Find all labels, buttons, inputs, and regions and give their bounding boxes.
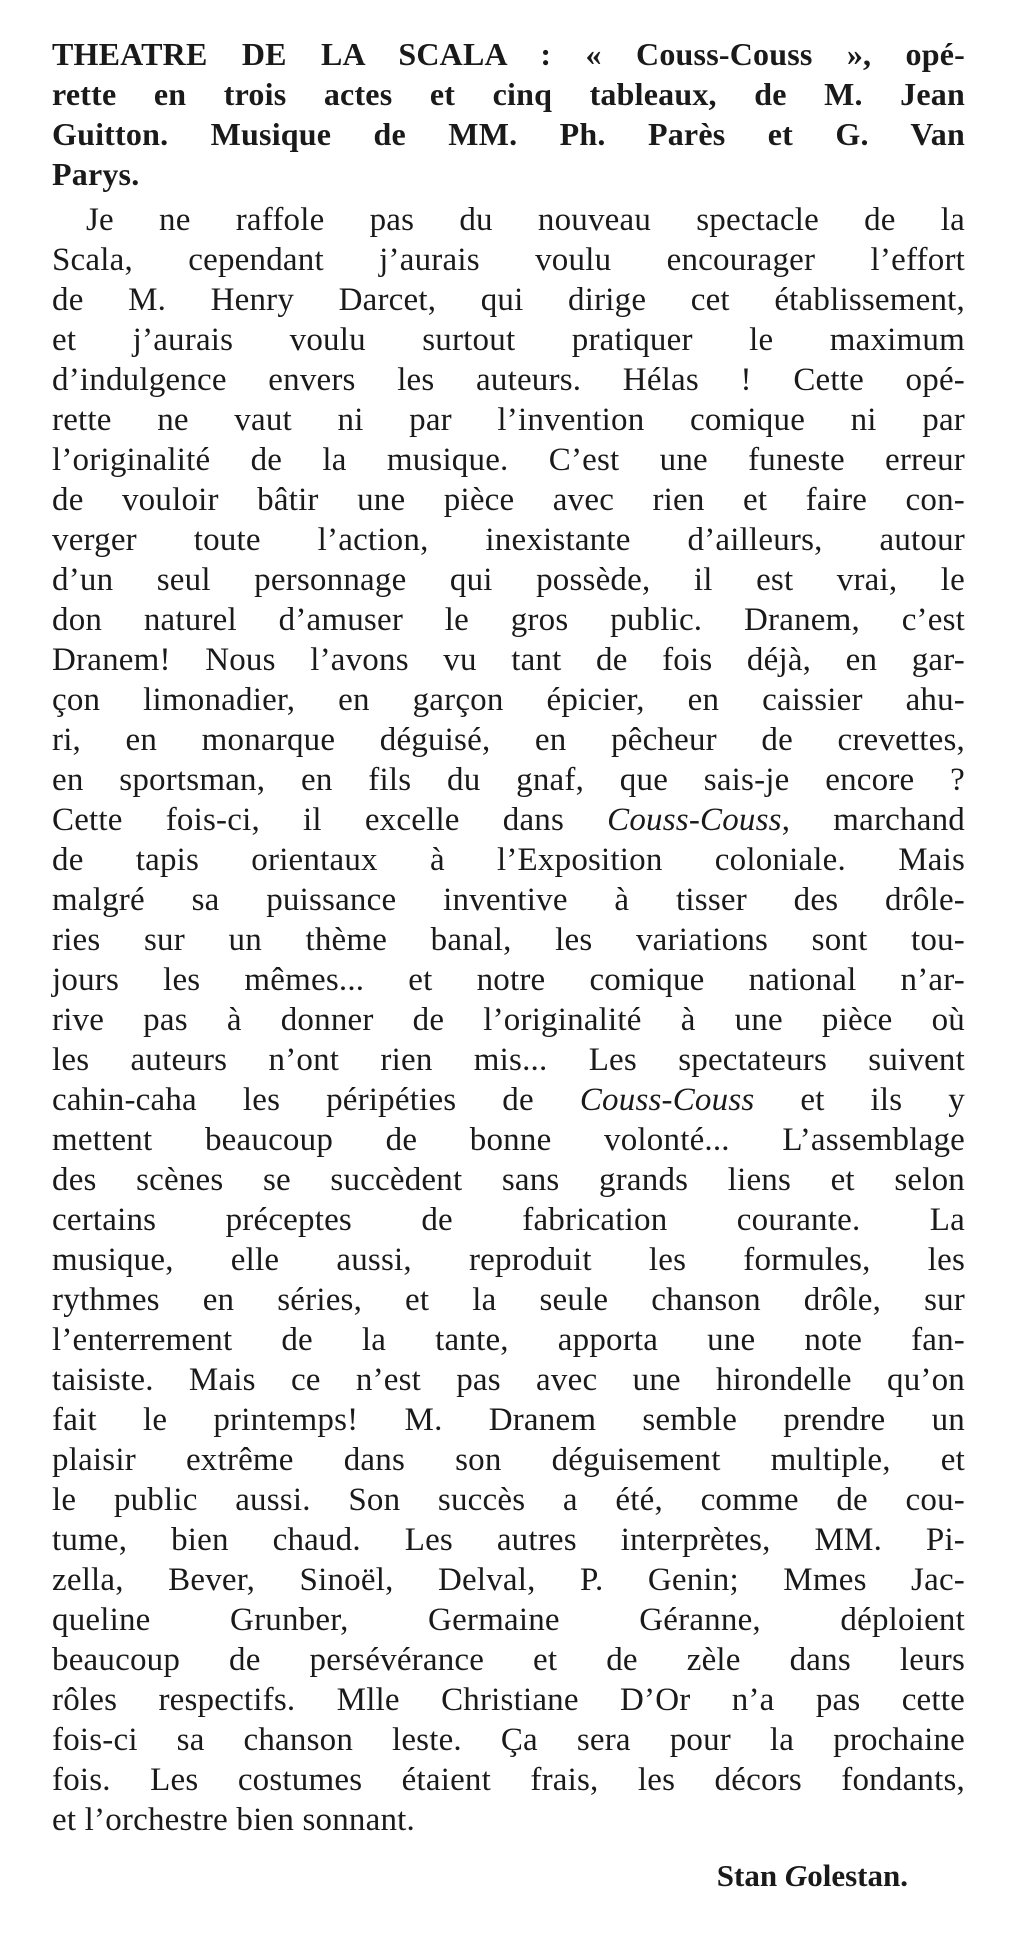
body-line: Dranem! Nous l’avons vu tant de fois déjà, en gar- — [52, 642, 965, 678]
body-line: en sportsman, en fils du gnaf, que sais-je encore ? — [52, 762, 965, 798]
body-line: verger toute l’action, inexistante d’ailleurs, autour — [52, 522, 965, 558]
body-line: queline Grunber, Germaine Géranne, déploient — [52, 1602, 965, 1638]
body-line: d’un seul personnage qui possède, il est vrai, le — [52, 562, 965, 598]
body-line: l’originalité de la musique. C’est une funeste erreur — [52, 442, 965, 478]
body-line: Je ne raffole pas du nouveau spectacle de la — [86, 202, 965, 238]
body-line: don naturel d’amuser le gros public. Dranem, c’est — [52, 602, 965, 638]
review-heading-line: Parys. — [52, 156, 140, 192]
author-signature — [717, 1856, 908, 1896]
review-heading-line: THEATRE DE LA SCALA : « Couss-Couss », opé- — [52, 36, 965, 72]
body-line: çon limonadier, en garçon épicier, en caissier ahu- — [52, 682, 965, 718]
body-line: et j’aurais voulu surtout pratiquer le maximum — [52, 322, 965, 358]
body-line: malgré sa puissance inventive à tisser des drôle- — [52, 882, 965, 918]
body-line: zella, Bever, Sinoël, Delval, P. Genin; Mmes Jac- — [52, 1562, 965, 1598]
body-line: Cette fois-ci, il excelle dans Couss-Couss, marchand — [52, 802, 965, 838]
body-line: Scala, cependant j’aurais voulu encourager l’effort — [52, 242, 965, 278]
body-line: rôles respectifs. Mlle Christiane D’Or n’a pas cette — [52, 1682, 965, 1718]
body-line: de tapis orientaux à l’Exposition coloniale. Mais — [52, 842, 965, 878]
body-line: rive pas à donner de l’originalité à une pièce où — [52, 1002, 965, 1038]
body-line: musique, elle aussi, reproduit les formules, les — [52, 1242, 965, 1278]
body-line: ri, en monarque déguisé, en pêcheur de crevettes, — [52, 722, 965, 758]
body-line: des scènes se succèdent sans grands liens et selon — [52, 1162, 965, 1198]
body-line: les auteurs n’ont rien mis... Les spectateurs suivent — [52, 1042, 965, 1078]
signature-initial: G — [784, 1858, 808, 1893]
body-line: et l’orchestre bien sonnant. — [52, 1802, 415, 1838]
signature-last-name: olestan. — [807, 1858, 908, 1893]
body-line: fois. Les costumes étaient frais, les décors fondants, — [52, 1762, 965, 1798]
body-line: jours les mêmes... et notre comique national n’ar- — [52, 962, 965, 998]
body-line: fait le printemps! M. Dranem semble prendre un — [52, 1402, 965, 1438]
body-line: cahin-caha les péripéties de Couss-Couss et ils y — [52, 1082, 965, 1118]
body-line: rythmes en séries, et la seule chanson drôle, sur — [52, 1282, 965, 1318]
signature-first-name: Stan — [716, 1858, 785, 1893]
body-line: beaucoup de persévérance et de zèle dans leurs — [52, 1642, 965, 1678]
body-line: rette ne vaut ni par l’invention comique ni par — [52, 402, 965, 438]
body-line: l’enterrement de la tante, apporta une note fan- — [52, 1322, 965, 1358]
body-line: taisiste. Mais ce n’est pas avec une hirondelle qu’on — [52, 1362, 965, 1398]
review-heading-line: rette en trois actes et cinq tableaux, de M. Jean — [52, 76, 965, 112]
review-heading-line: Guitton. Musique de MM. Ph. Parès et G. Van — [52, 116, 965, 152]
body-line: certains préceptes de fabrication courante. La — [52, 1202, 965, 1238]
body-line: d’indulgence envers les auteurs. Hélas ! Cette opé- — [52, 362, 965, 398]
body-line: de M. Henry Darcet, qui dirige cet établissement, — [52, 282, 965, 318]
body-line: de vouloir bâtir une pièce avec rien et faire con- — [52, 482, 965, 518]
body-line: le public aussi. Son succès a été, comme de cou- — [52, 1482, 965, 1518]
body-line: plaisir extrême dans son déguisement multiple, et — [52, 1442, 965, 1478]
body-line: fois-ci sa chanson leste. Ça sera pour la prochaine — [52, 1722, 965, 1758]
body-line: tume, bien chaud. Les autres interprètes, MM. Pi- — [52, 1522, 965, 1558]
body-line: mettent beaucoup de bonne volonté... L’assemblage — [52, 1122, 965, 1158]
body-line: ries sur un thème banal, les variations sont tou- — [52, 922, 965, 958]
